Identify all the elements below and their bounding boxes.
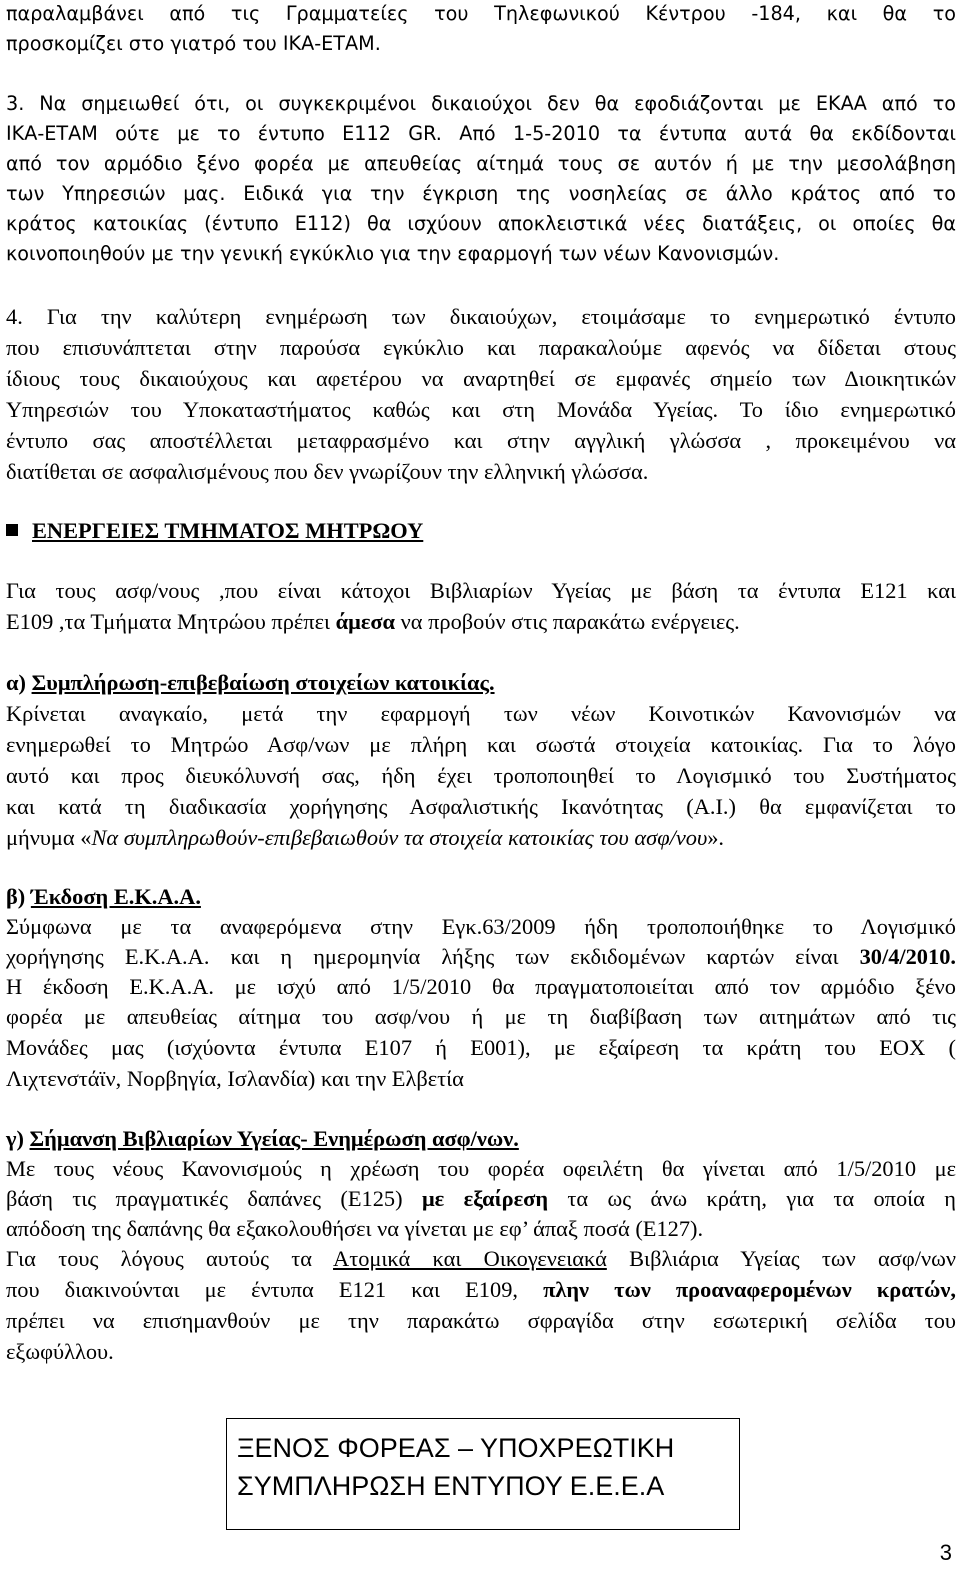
stamp-line-2: ΣΥΜΠΛΗΡΩΣΗ ΕΝΤΥΠΟΥ Ε.Ε.Ε.Α bbox=[237, 1471, 665, 1501]
p3-line-5: κράτος κατοικίας (έντυπο Ε112) θα ισχύουν αποκλειστικά νέες διατάξεις, οι οποίες θα bbox=[6, 212, 956, 235]
p3-line-2: ΙΚΑ-ΕΤΑΜ ούτε με το έντυπο Ε112 GR. Από 1-5-2010 τα έντυπα αυτά θα εκδίδονται bbox=[6, 122, 956, 145]
a-line-3: αυτό και προς διευκόλυνσή σας, ήδη έχει τροποποιηθεί το Λογισμικό του Συστήματος bbox=[6, 763, 956, 788]
a-line-2: ενημερωθεί το Μητρώο Ασφ/νων με πλήρη και σωστά στοιχεία κατοικίας. Για το λόγο bbox=[6, 732, 956, 757]
section-a-prefix: α) bbox=[6, 670, 32, 695]
a-line-1: Κρίνεται αναγκαίο, μετά την εφαρμογή των νέων Κοινοτικών Κανονισμών να bbox=[6, 701, 956, 726]
reg-emphasis: άμεσα bbox=[335, 609, 396, 634]
reg-line-2-text: Ε109 ,τα Τμήματα Μητρώου πρέπει bbox=[6, 609, 336, 634]
p4-line-3: ίδιους τους δικαιούχους και αφετέρου να αναρτηθεί σε εμφανές σημείο των Διοικητικών bbox=[6, 366, 956, 391]
stamp-box bbox=[226, 1418, 740, 1530]
page-number: 3 bbox=[939, 1540, 952, 1565]
a-message-text: Να συμπληρωθούν-επιβεβαιωθούν τα στοιχεία κατοικίας του ασφ/νου bbox=[91, 825, 708, 850]
c-line-4 bbox=[6, 1246, 956, 1272]
c-exception-text: με εξαίρεση bbox=[421, 1186, 549, 1211]
c-line-2 bbox=[6, 1186, 956, 1212]
c-line-5 bbox=[6, 1277, 956, 1303]
p4-line-2: που επισυνάπτεται στην παρούσα εγκύκλιο και παρακαλούμε αφενός να δίδεται στους bbox=[6, 335, 956, 360]
a-line-5-end: ». bbox=[707, 825, 725, 850]
p3-line-4: των Υπηρεσιών μας. Ειδικά για την έγκριση της νοσηλείας σε άλλο κράτος από το bbox=[6, 182, 956, 205]
section-b-prefix: β) bbox=[6, 884, 31, 909]
c-line-7: εξωφύλλου. bbox=[6, 1339, 114, 1364]
intro-line-1: παραλαμβάνει από τις Γραμματείες του Τηλεφωνικού Κέντρου -184, και θα το bbox=[6, 2, 956, 25]
section-b-title-text: Έκδοση Ε.Κ.Α.Α. bbox=[30, 884, 201, 909]
section-b-title bbox=[6, 884, 201, 910]
section-c-prefix: γ) bbox=[6, 1126, 30, 1151]
c-line-4-end: Βιβλιάρια Υγείας των ασφ/νων bbox=[606, 1246, 956, 1271]
c-line-5-text: που διακινούνται με έντυπα Ε121 και Ε109, bbox=[6, 1277, 544, 1302]
c-line-6: πρέπει να επισημανθούν με την παρακάτω σφραγίδα στην εσωτερική σελίδα του bbox=[6, 1308, 956, 1333]
a-line-5 bbox=[6, 825, 724, 851]
reg-line-1: Για τους ασφ/νους ,που είναι κάτοχοι Βιβλιαρίων Υγείας με βάση τα έντυπα Ε121 και bbox=[6, 578, 956, 603]
b-line-3: Η έκδοση Ε.Κ.Α.Α. με ισχύ από 1/5/2010 θα πραγματοποιείται από τον αρμόδιο ξένο bbox=[6, 974, 956, 999]
section-c-title bbox=[6, 1126, 519, 1152]
c-booklet-types: Ατομικά και Οικογενειακά bbox=[333, 1246, 607, 1271]
c-line-2-end: τα ως άνω κράτη, για τα οποία η bbox=[548, 1186, 956, 1211]
section-a-title-text: Συμπλήρωση-επιβεβαίωση στοιχείων κατοικίας. bbox=[31, 670, 495, 695]
a-line-4: και κατά τη διαδικασία χορήγησης Ασφαλιστικής Ικανότητας (Α.Ι.) θα εμφανίζεται το bbox=[6, 794, 956, 819]
b-line-1: Σύμφωνα με τα αναφερόμενα στην Εγκ.63/2009 ήδη τροποποιήθηκε το Λογισμικό bbox=[6, 914, 956, 939]
p4-line-1: 4. Για την καλύτερη ενημέρωση των δικαιούχων, ετοιμάσαμε το ενημερωτικό έντυπο bbox=[6, 304, 956, 329]
section-c-title-text: Σήμανση Βιβλιαρίων Υγείας- Ενημέρωση ασφ/νων. bbox=[29, 1126, 519, 1151]
p3-line-6: κοινοποιηθούν με την γενική εγκύκλιο για την εφαρμογή των νέων Κανονισμών. bbox=[6, 242, 780, 265]
c-excluded-states: πλην των προαναφερομένων κρατών, bbox=[543, 1277, 956, 1302]
section-heading-text: ΕΝΕΡΓΕΙΕΣ ΤΜΗΜΑΤΟΣ ΜΗΤΡΩΟΥ bbox=[32, 518, 424, 543]
b-line-2-text: χορήγησης Ε.Κ.Α.Α. και η ημερομηνία λήξης των εκδιδομένων καρτών είναι bbox=[6, 944, 860, 969]
p3-line-1: 3. Να σημειωθεί ότι, οι συγκεκριμένοι δικαιούχοι δεν θα εφοδιάζονται με ΕΚΑΑ από το bbox=[6, 92, 956, 115]
p4-line-6: διατίθεται σε ασφαλισμένους που δεν γνωρίζουν την ελληνική γλώσσα. bbox=[6, 459, 649, 484]
b-line-5: Μονάδες μας (ισχύοντα έντυπα Ε107 ή Ε001), με εξαίρεση τα κράτη του ΕΟΧ ( bbox=[6, 1035, 956, 1060]
stamp-line-1: ΞΕΝΟΣ ΦΟΡΕΑΣ – ΥΠΟΧΡΕΩΤΙΚΗ bbox=[237, 1433, 675, 1463]
p4-line-5: έντυπο σας αποστέλλεται μεταφρασμένο και στην αγγλική γλώσσα , προκειμένου να bbox=[6, 428, 956, 453]
b-line-6: Λιχτενστάϊν, Νορβηγία, Ισλανδία) και την Ελβετία bbox=[6, 1066, 464, 1091]
square-bullet-icon bbox=[6, 524, 18, 536]
b-expiry-date: 30/4/2010. bbox=[859, 944, 956, 969]
c-line-3: απόδοση της δαπάνης θα εξακολουθήσει να γίνεται με εφ’ άπαξ ποσά (Ε127). bbox=[6, 1216, 704, 1241]
c-line-2-text: βάση τις πραγματικές δαπάνες (Ε125) bbox=[6, 1186, 422, 1211]
c-line-4-text: Για τους λόγους αυτούς τα bbox=[6, 1246, 334, 1271]
intro-line-2: προσκομίζει στο γιατρό του ΙΚΑ-ΕΤΑΜ. bbox=[6, 32, 381, 55]
reg-line-2 bbox=[6, 609, 740, 635]
section-heading bbox=[6, 518, 423, 544]
b-line-4: φορέα με απευθείας αίτημα του ασφ/νου ή με τη διαβίβαση των αιτημάτων από τις bbox=[6, 1004, 956, 1029]
c-line-1: Με τους νέους Κανονισμούς η χρέωση του φορέα οφειλέτη θα γίνεται από 1/5/2010 με bbox=[6, 1156, 956, 1181]
p3-line-3: από τον αρμόδιο ξένο φορέα με απευθείας αίτημά τους σε αυτόν ή με την μεσολάβηση bbox=[6, 152, 956, 175]
reg-line-2-end: να προβούν στις παρακάτω ενέργειες. bbox=[395, 609, 740, 634]
b-line-2 bbox=[6, 944, 956, 970]
section-a-title bbox=[6, 670, 495, 696]
a-line-5-start: μήνυμα « bbox=[6, 825, 92, 850]
p4-line-4: Υπηρεσιών του Υποκαταστήματος καθώς και στη Μονάδα Υγείας. Το ίδιο ενημερωτικό bbox=[6, 397, 956, 422]
